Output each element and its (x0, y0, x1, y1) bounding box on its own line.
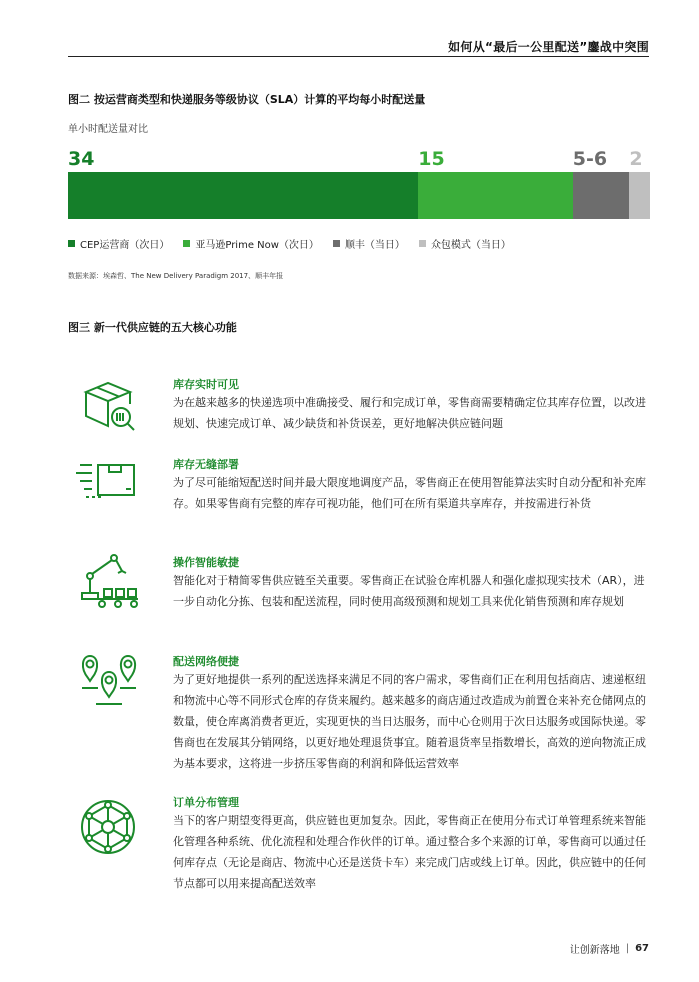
bar-segment-sf (573, 172, 630, 219)
bar-label-amazon: 15 (418, 148, 445, 170)
legend-item-crowd (419, 236, 511, 251)
bar-label-crowd: 2 (629, 148, 643, 170)
feature-title: 库存实时可见 (173, 378, 239, 391)
feature-description: 为了更好地提供一系列的配送选择来满足不同的客户需求，零售商们正在利用包括商店、速递枢纽和物流中心等不同形式仓库的存货来履约。越来越多的商店通过改造成为前置仓来补充仓储网点的数量，使仓库离消费者更近，实现更快的当日达服务，而中心仓则用于次日达服务或国际快递。零售商也在发展其分销网络，以更好地处理退货事宜。随着退货率呈指数增长，高效的逆向物流正成为基本要求，这将进一步挤压零售商的利润和降低运营效率 (173, 673, 646, 770)
page-footer (570, 941, 649, 956)
network-hub-icon (76, 795, 140, 859)
legend-item-amazon (183, 236, 319, 251)
feature-description: 当下的客户期望变得更高，供应链也更加复杂。因此，零售商正在使用分布式订单管理系统来智能化管理各种系统、优化流程和处理合作伙伴的订单。通过整合多个来源的订单，零售商可以通过任何库存点（无论是商店、物流中心还是送货卡车）来完成门店或线上订单。因此，供应链中的任何节点都可以用来提高配送效率 (173, 814, 646, 890)
feature-title: 配送网络便捷 (173, 655, 239, 668)
feature-description: 为在越来越多的快递选项中准确接受、履行和完成订单，零售商需要精确定位其库存位置，以改进规划、快速完成订单、减少缺货和补货误差，更好地解决供应链问题 (173, 396, 646, 430)
running-header: 如何从“最后一公里配送”鏖战中突围 (448, 40, 649, 54)
bar-segment-crowd (629, 172, 650, 219)
bar-label-sf: 5-6 (572, 148, 608, 170)
bar-segment-amazon (418, 172, 573, 219)
fast-box-icon (76, 453, 140, 517)
chart-legend (68, 236, 511, 251)
feature-description: 为了尽可能缩短配送时间并最大限度地调度产品，零售商正在使用智能算法实时自动分配和补充库存。如果零售商有完整的库存可视功能，他们可在所有渠道共享库存，并按需进行补货 (173, 476, 646, 510)
robot-arm-icon (76, 549, 140, 613)
legend-swatch-icon (183, 240, 190, 247)
feature-title: 订单分布管理 (173, 796, 239, 809)
footer-separator: | (625, 943, 630, 954)
figure2-source: 数据来源：埃森哲、The New Delivery Paradigm 2017、顺丰年报 (68, 272, 284, 280)
feature-description: 智能化对于精简零售供应链至关重要。零售商正在试验仓库机器人和强化虚拟现实技术（AR），进一步自动化分拣、包装和配送流程，同时使用高级预测和规划工具来优化销售预测和库存规划 (173, 574, 645, 608)
figure3-title: 图三 新一代供应链的五大核心功能 (68, 321, 237, 334)
legend-item-sf (333, 236, 405, 251)
footer-section: 让创新落地 (569, 945, 620, 956)
legend-label: CEP运营商（次日） (80, 240, 170, 251)
legend-swatch-icon (68, 240, 75, 247)
legend-label: 众包模式（当日） (430, 240, 511, 251)
box-inventory-icon (76, 374, 140, 438)
legend-label: 亚马逊Prime Now（次日） (195, 240, 319, 251)
legend-item-cep (68, 236, 169, 251)
legend-swatch-icon (419, 240, 426, 247)
feature-title: 库存无缝部署 (173, 458, 239, 471)
legend-swatch-icon (333, 240, 340, 247)
location-pins-icon (76, 648, 140, 712)
figure2-subtitle: 单小时配送量对比 (68, 124, 148, 135)
page-number: 67 (635, 943, 649, 954)
bar-segment-cep (68, 172, 418, 219)
figure2-title: 图二 按运营商类型和快递服务等级协议（SLA）计算的平均每小时配送量 (68, 93, 426, 106)
feature-title: 操作智能敏捷 (173, 556, 239, 569)
header-rule (68, 56, 649, 57)
legend-label: 顺丰（当日） (344, 240, 405, 251)
bar-label-cep: 34 (68, 148, 95, 170)
